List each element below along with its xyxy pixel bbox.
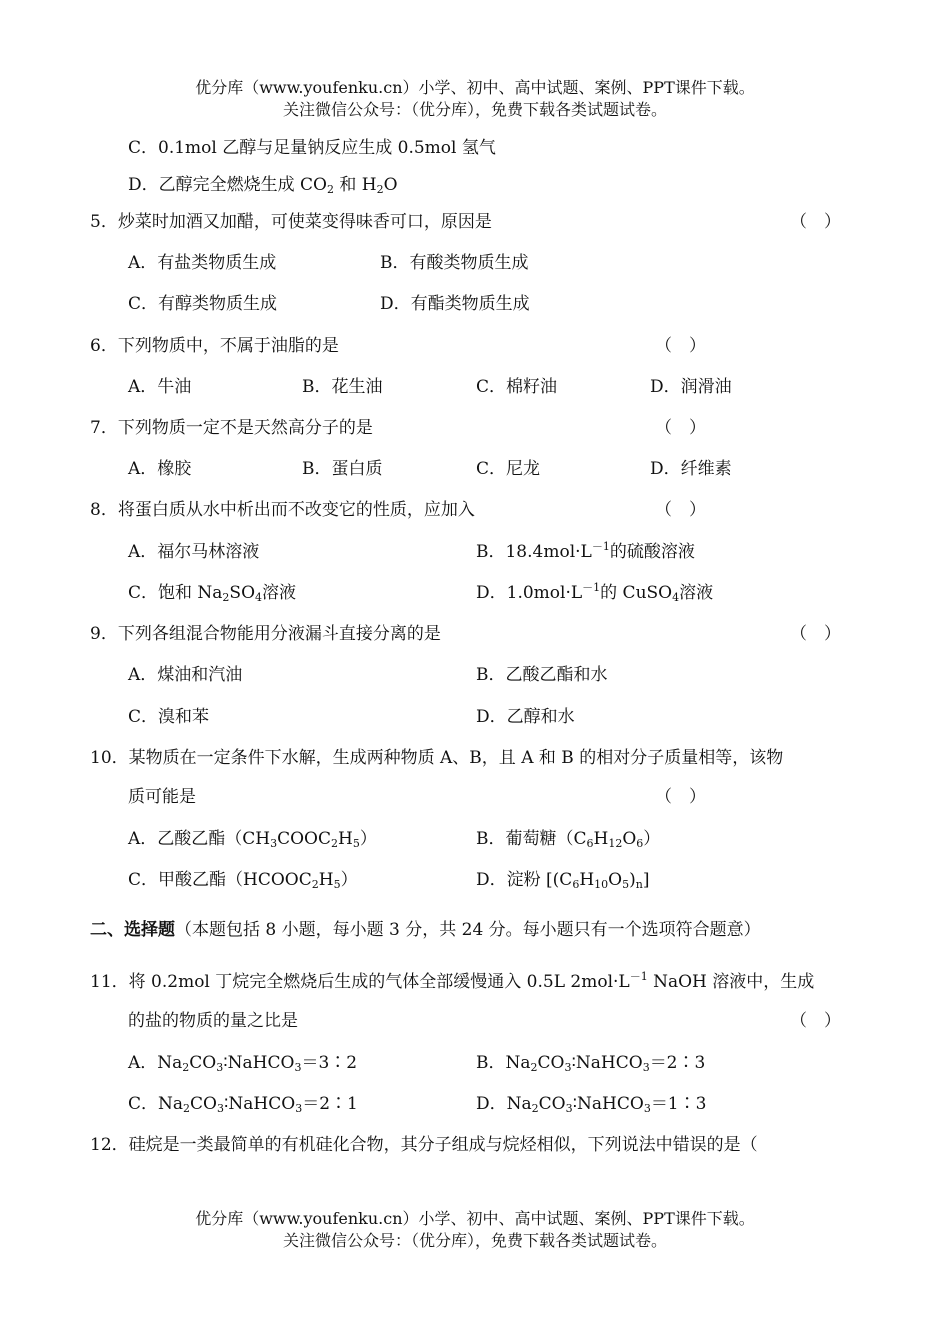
q8-option-c: C．饱和 $Na_2SO_4$溶液: [128, 583, 297, 604]
q8-answer-paren: （ ）: [655, 500, 706, 520]
q10-stem-line-1: 10．某物质在一定条件下水解，生成两种物质 A、B，且 A 和 B 的相对分子质量相等，该物: [90, 748, 784, 768]
header-line-1: 优分库（www.youfenku.cn）小学、初中、高中试题、案例、PPT课件下载。: [195, 78, 755, 97]
q5-stem: 5．炒菜时加酒又加醋，可使菜变得味香可口，原因是: [90, 212, 492, 232]
q7-stem: 7．下列物质一定不是天然高分子的是: [90, 418, 373, 438]
q6-stem: 6．下列物质中，不属于油脂的是: [90, 336, 339, 356]
q6-option-b: B．花生油: [302, 377, 383, 397]
q7-option-a: A．橡胶: [128, 459, 192, 479]
q10-option-a: A．乙酸乙酯$(CH_3COOC_2H_5)$: [128, 829, 377, 850]
section-2-title: 二、选择题: [90, 920, 175, 940]
q6-option-a: A．牛油: [128, 377, 192, 397]
q10-answer-paren: （ ）: [655, 787, 706, 807]
q5-option-d: D．有酯类物质生成: [380, 294, 530, 314]
q9-stem: 9．下列各组混合物能用分液漏斗直接分离的是: [90, 624, 441, 644]
q10-option-b: B．葡萄糖$(C_6H_{12}O_6)$: [476, 829, 661, 850]
q5-answer-paren: （ ）: [790, 212, 841, 232]
section-2-heading: [90, 918, 761, 942]
q7-option-b: B．蛋白质: [302, 459, 383, 479]
q11-option-b: B．$Na_2CO_3∶NaHCO_3=2∶3$: [476, 1053, 706, 1074]
q8-option-a: A．福尔马林溶液: [128, 542, 260, 562]
q5-option-b: B．有酸类物质生成: [380, 253, 529, 273]
header-line-2: 关注微信公众号：（优分库），免费下载各类试题试卷。: [282, 100, 667, 119]
q7-option-c: C．尼龙: [476, 459, 541, 479]
footer-line-2: 关注微信公众号：（优分库），免费下载各类试题试卷。: [282, 1231, 667, 1250]
q12-stem: 12．硅烷是一类最简单的有机硅化合物，其分子组成与烷烃相似，下列说法中错误的是（: [90, 1135, 758, 1155]
q7-answer-paren: （ ）: [655, 418, 706, 438]
q6-answer-paren: （ ）: [655, 336, 706, 356]
q5-option-a: A．有盐类物质生成: [128, 253, 277, 273]
q11-stem-line-1: 11．将 0.2mol 丁烷完全燃烧后生成的气体全部缓慢通入 0.5L $2mol\cdot L^{-1}$ NaOH 溶液中，生成: [90, 970, 815, 992]
footer-line-1: 优分库（www.youfenku.cn）小学、初中、高中试题、案例、PPT课件下载。: [195, 1209, 755, 1228]
q8-option-b: B．$18.4mol\cdot L^{-1}$的硫酸溶液: [476, 540, 695, 562]
q11-option-a: A．$Na_2CO_3∶NaHCO_3=3∶2$: [128, 1053, 358, 1074]
q9-option-a: A．煤油和汽油: [128, 665, 243, 685]
q10-option-d: D．淀粉 $[(C_6H_{10}O_5)_n]$: [476, 870, 650, 891]
q9-answer-paren: （ ）: [790, 624, 841, 644]
q10-option-c: C．甲酸乙酯$(HCOOC_2H_5)$: [128, 870, 358, 891]
q9-option-c: C．溴和苯: [128, 707, 210, 727]
q8-option-d: D．$1.0mol\cdot L^{-1}$的 CuSO$_4$溶液: [476, 581, 714, 604]
q8-stem: 8．将蛋白质从水中析出而不改变它的性质，应加入: [90, 500, 475, 520]
q11-option-c: C．$Na_2CO_3∶NaHCO_3=2∶1$: [128, 1094, 358, 1115]
q9-option-d: D．乙醇和水: [476, 707, 575, 727]
page-footer: [0, 1208, 950, 1252]
q7-option-d: D．纤维素: [650, 459, 732, 479]
q5-option-c: C．有醇类物质生成: [128, 294, 278, 314]
q11-stem-line-2: 的盐的物质的量之比是: [128, 1011, 298, 1031]
section-2-description: （本题包括 8 小题，每小题 3 分，共 24 分。每小题只有一个选项符合题意）: [175, 920, 761, 940]
q11-option-d: D．$Na_2CO_3∶NaHCO_3=1∶3$: [476, 1094, 707, 1115]
q4-option-d: D．乙醇完全燃烧生成 $CO_2$ 和 $H_2O$: [128, 175, 398, 196]
q6-option-c: C．棉籽油: [476, 377, 558, 397]
q9-option-b: B．乙酸乙酯和水: [476, 665, 608, 685]
q6-option-d: D．润滑油: [650, 377, 732, 397]
q11-answer-paren: （ ）: [790, 1011, 841, 1031]
page-header: [0, 77, 950, 121]
q4-option-c: C．0.1mol 乙醇与足量钠反应生成 0.5mol 氢气: [128, 138, 496, 158]
q10-stem-line-2: 质可能是: [128, 787, 196, 807]
